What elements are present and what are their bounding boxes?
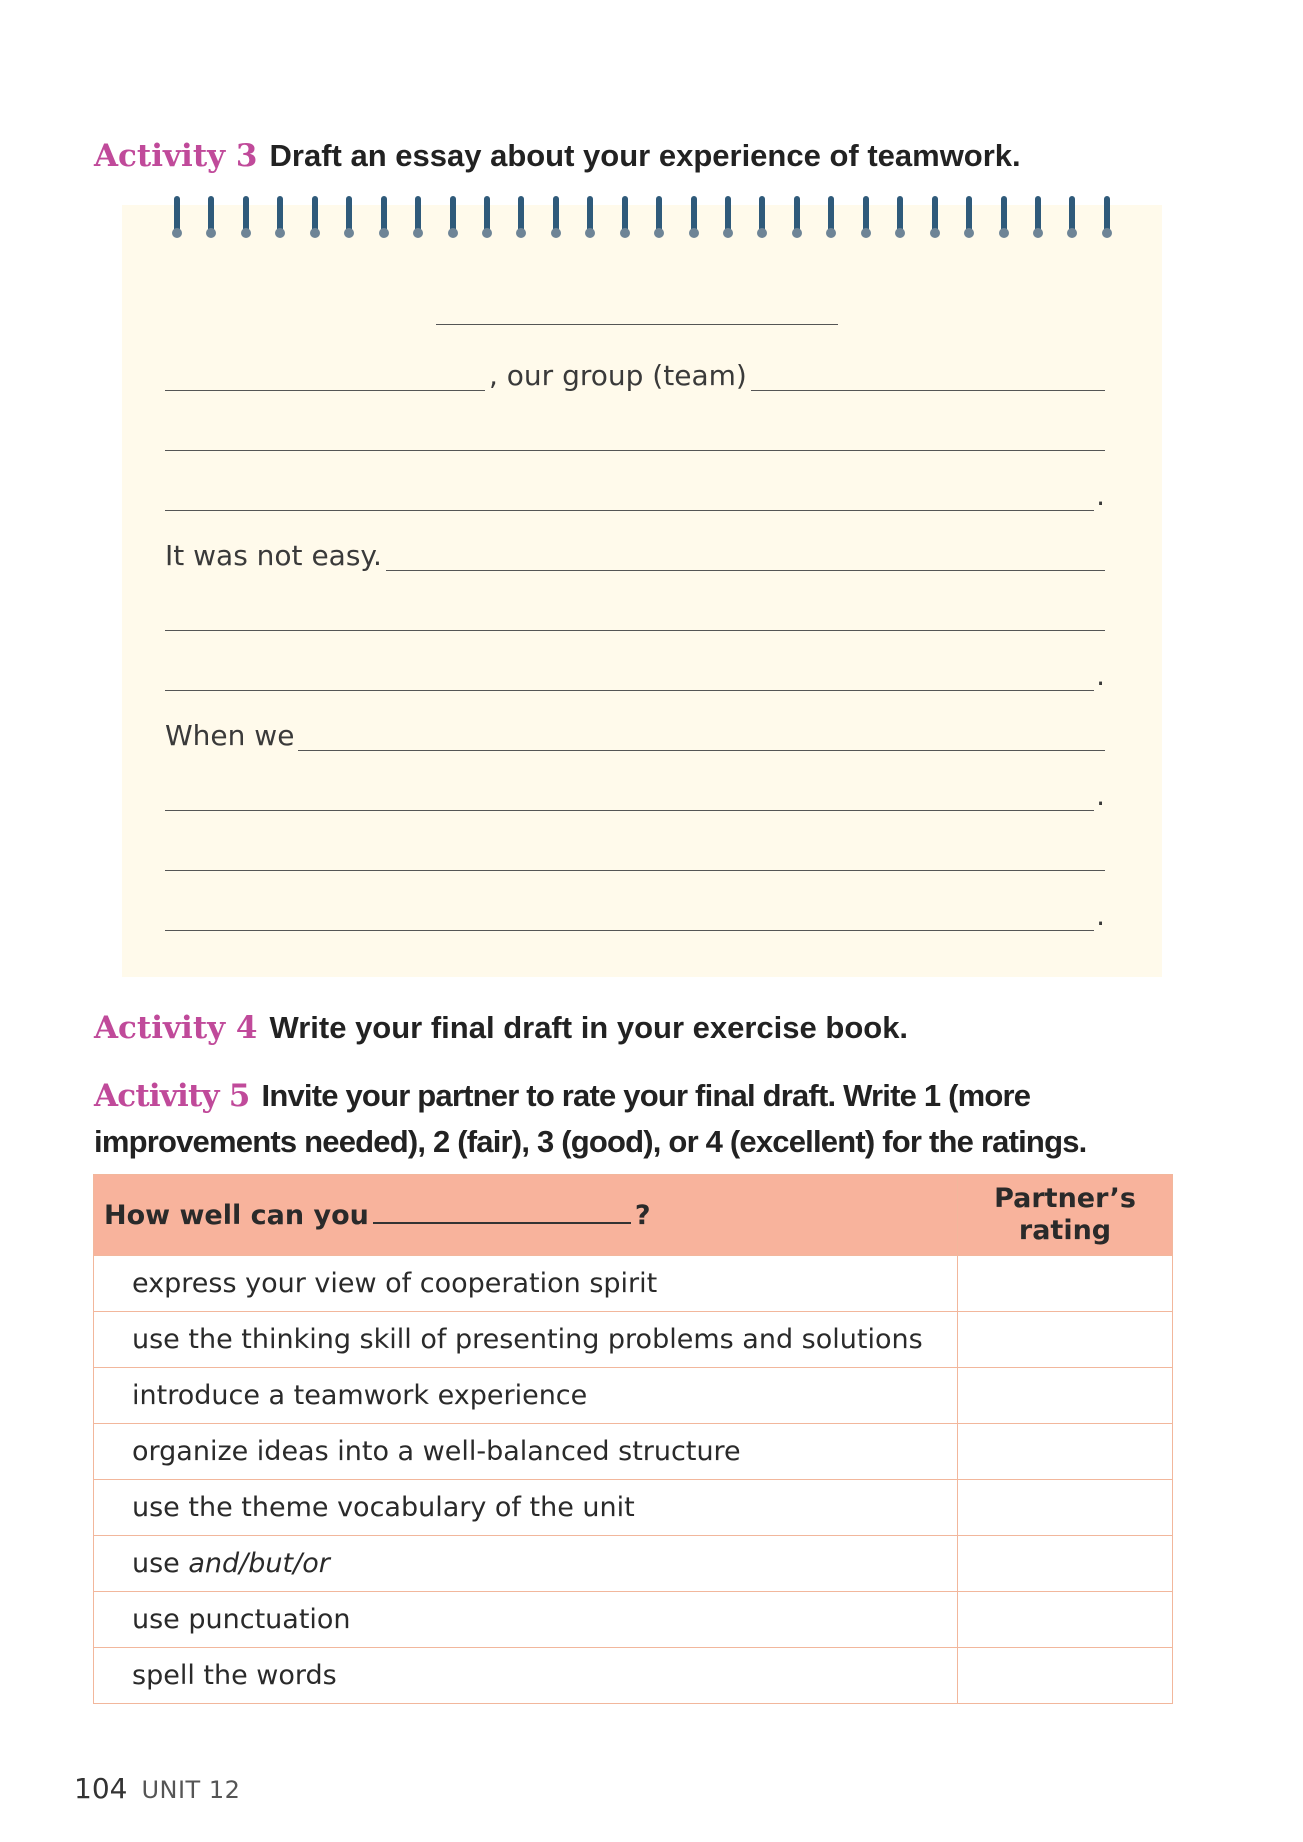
essay-line-9[interactable] (165, 840, 1105, 871)
ring-icon (895, 196, 905, 240)
table-row (94, 1368, 1173, 1424)
skill-item: spell the words (94, 1648, 958, 1704)
blank[interactable] (165, 900, 1094, 931)
ring-icon (275, 196, 285, 240)
unit-label: UNIT 12 (141, 1776, 241, 1804)
period: . (1096, 479, 1105, 512)
ring-icon (620, 196, 630, 240)
ring-icon (206, 196, 216, 240)
blank[interactable] (298, 720, 1105, 751)
ring-icon (516, 196, 526, 240)
blank[interactable] (386, 540, 1105, 571)
ring-icon (482, 196, 492, 240)
blank[interactable] (165, 480, 1094, 511)
activity-5-label: Activity 5 (94, 1078, 250, 1114)
rating-cell[interactable] (958, 1256, 1173, 1312)
skill-item: organize ideas into a well-balanced structure (94, 1424, 958, 1480)
activity-3-text: Draft an essay about your experience of teamwork. (269, 138, 1021, 173)
essay-line-10[interactable] (165, 900, 1105, 931)
ring-icon (723, 196, 733, 240)
ring-icon (448, 196, 458, 240)
essay-line-4[interactable] (165, 540, 1105, 571)
table-header-row (94, 1175, 1173, 1256)
ring-icon (654, 196, 664, 240)
rating-cell[interactable] (958, 1536, 1173, 1592)
ring-icon (1067, 196, 1077, 240)
skill-item: use punctuation (94, 1592, 958, 1648)
essay-line-3[interactable] (165, 480, 1105, 511)
essay-line-2[interactable] (165, 420, 1105, 451)
header-prefix: How well can you (104, 1199, 369, 1231)
activity-5-heading (94, 1073, 1224, 1165)
essay-title-blank[interactable] (436, 300, 838, 325)
ring-icon (413, 196, 423, 240)
ring-icon (241, 196, 251, 240)
ring-icon (826, 196, 836, 240)
essay-prompt-when: When we (165, 719, 295, 752)
essay-line-6[interactable] (165, 660, 1105, 691)
rating-table (93, 1174, 1173, 1704)
ring-icon (344, 196, 354, 240)
ring-icon (930, 196, 940, 240)
activity-5-text: Invite your partner to rate your final draft. Write 1 (more improvements needed), 2 (fair), 3 (good), or 4 (excellent) for the ratings. (94, 1078, 1087, 1159)
rating-cell[interactable] (958, 1592, 1173, 1648)
period: . (1096, 659, 1105, 692)
skill-item: express your view of cooperation spirit (94, 1256, 958, 1312)
ring-icon (1102, 196, 1112, 240)
period: . (1096, 779, 1105, 812)
ring-icon (1033, 196, 1043, 240)
ring-icon (792, 196, 802, 240)
essay-prompt-group: , our group (team) (489, 359, 747, 392)
ring-icon (964, 196, 974, 240)
skill-column-header (94, 1175, 958, 1256)
ring-icon (689, 196, 699, 240)
blank[interactable] (165, 600, 1105, 631)
essay-line-8[interactable] (165, 780, 1105, 811)
rating-cell[interactable] (958, 1368, 1173, 1424)
ring-icon (999, 196, 1009, 240)
table-row (94, 1648, 1173, 1704)
table-row (94, 1592, 1173, 1648)
header-blank (373, 1200, 631, 1224)
essay-line-5[interactable] (165, 600, 1105, 631)
rating-cell[interactable] (958, 1480, 1173, 1536)
ring-icon (551, 196, 561, 240)
page-footer (74, 1772, 240, 1805)
spiral-binding (172, 196, 1112, 240)
ring-icon (379, 196, 389, 240)
blank[interactable] (165, 360, 485, 391)
rating-cell[interactable] (958, 1424, 1173, 1480)
essay-prompt-easy: It was not easy. (165, 539, 382, 572)
ring-icon (585, 196, 595, 240)
table-row (94, 1480, 1173, 1536)
ring-icon (172, 196, 182, 240)
ring-icon (310, 196, 320, 240)
skill-item-prefix: use (132, 1548, 180, 1579)
ring-icon (861, 196, 871, 240)
period: . (1096, 899, 1105, 932)
page-number: 104 (74, 1772, 128, 1805)
rating-cell[interactable] (958, 1312, 1173, 1368)
blank[interactable] (165, 420, 1105, 451)
skill-item: use the theme vocabulary of the unit (94, 1480, 958, 1536)
activity-3-label: Activity 3 (94, 138, 258, 174)
ring-icon (757, 196, 767, 240)
table-row (94, 1312, 1173, 1368)
rating-column-header: Partner’s rating (958, 1175, 1173, 1256)
header-suffix: ? (634, 1199, 651, 1231)
rating-cell[interactable] (958, 1648, 1173, 1704)
activity-4-text: Write your final draft in your exercise book. (269, 1010, 909, 1045)
skill-item: use the thinking skill of presenting problems and solutions (94, 1312, 958, 1368)
skill-item (94, 1536, 958, 1592)
blank[interactable] (165, 780, 1094, 811)
blank[interactable] (165, 660, 1094, 691)
table-row (94, 1256, 1173, 1312)
blank[interactable] (751, 360, 1105, 391)
skill-item-italic: and/but/or (188, 1548, 330, 1579)
skill-item: introduce a teamwork experience (94, 1368, 958, 1424)
activity-3-heading (94, 138, 1021, 174)
blank[interactable] (165, 840, 1105, 871)
table-row (94, 1536, 1173, 1592)
activity-4-label: Activity 4 (94, 1010, 258, 1046)
essay-line-1[interactable] (165, 360, 1105, 391)
activity-4-heading (94, 1010, 908, 1046)
table-row (94, 1424, 1173, 1480)
essay-line-7[interactable] (165, 720, 1105, 751)
